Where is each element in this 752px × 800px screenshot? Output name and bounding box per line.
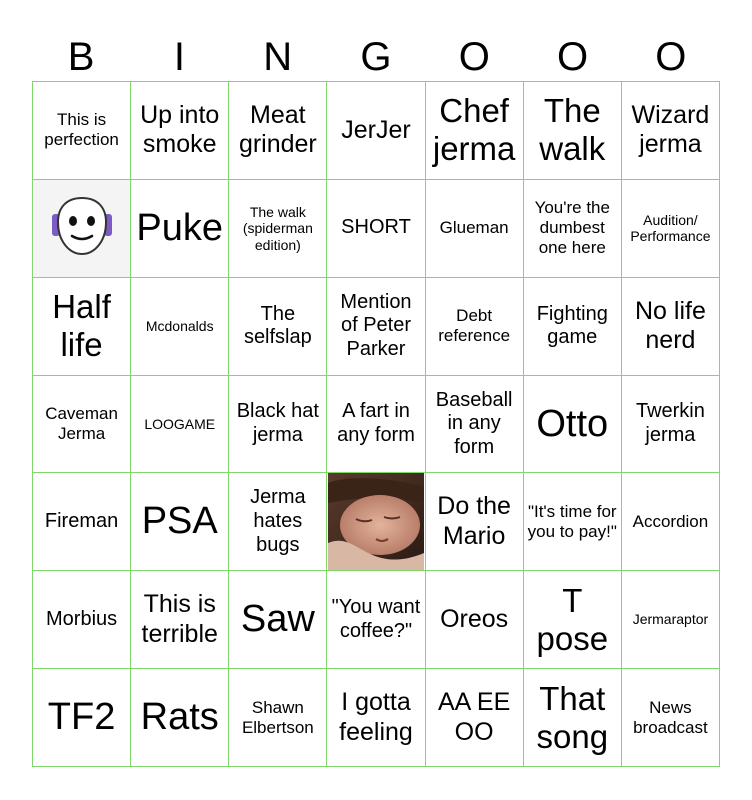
bingo-cell[interactable]: Mcdonalds xyxy=(131,278,229,376)
bingo-cell[interactable]: JerJer xyxy=(327,82,425,180)
bingo-cell[interactable]: The walk (spiderman edition) xyxy=(229,180,327,278)
bingo-cell[interactable]: Jerma hates bugs xyxy=(229,473,327,571)
bingo-cell[interactable]: SHORT xyxy=(327,180,425,278)
bingo-cell[interactable]: LOOGAME xyxy=(131,376,229,474)
bingo-cell[interactable]: Up into smoke xyxy=(131,82,229,180)
bingo-cell[interactable]: Do the Mario xyxy=(426,473,524,571)
bingo-cell[interactable]: Audition/ Performance xyxy=(622,180,720,278)
header-letter-o3: O xyxy=(655,35,687,79)
bingo-cell[interactable]: AA EE OO xyxy=(426,669,524,767)
bingo-cell[interactable]: "You want coffee?" xyxy=(327,571,425,669)
header-letter-g: G xyxy=(360,35,392,79)
bingo-cell[interactable]: Chef jerma xyxy=(426,82,524,180)
bingo-header xyxy=(32,34,720,80)
bingo-cell[interactable]: Twerkin jerma xyxy=(622,376,720,474)
bingo-cell[interactable]: Fighting game xyxy=(524,278,622,376)
bingo-cell[interactable]: Baseball in any form xyxy=(426,376,524,474)
header-letter-o1: O xyxy=(458,35,490,79)
bingo-cell[interactable]: Oreos xyxy=(426,571,524,669)
bingo-cell[interactable]: TF2 xyxy=(33,669,131,767)
bingo-cell-image[interactable] xyxy=(33,180,131,278)
header-letter-n: N xyxy=(263,35,293,79)
bingo-cell[interactable]: Fireman xyxy=(33,473,131,571)
bingo-cell[interactable]: Morbius xyxy=(33,571,131,669)
bingo-cell[interactable]: Accordion xyxy=(622,473,720,571)
bingo-cell-image[interactable] xyxy=(327,473,425,571)
bingo-cell[interactable]: This is terrible xyxy=(131,571,229,669)
bingo-cell[interactable]: The walk xyxy=(524,82,622,180)
bingo-cell[interactable]: Glueman xyxy=(426,180,524,278)
bingo-cell[interactable]: News broadcast xyxy=(622,669,720,767)
bingo-cell[interactable]: Mention of Peter Parker xyxy=(327,278,425,376)
sleeping-man-photo xyxy=(328,473,424,570)
bingo-cell[interactable]: Jermaraptor xyxy=(622,571,720,669)
bingo-cell[interactable]: "It's time for you to pay!" xyxy=(524,473,622,571)
bingo-cell[interactable]: Puke xyxy=(131,180,229,278)
bingo-cell[interactable]: You're the dumbest one here xyxy=(524,180,622,278)
header-letter-o2: O xyxy=(557,35,589,79)
bingo-cell[interactable]: Meat grinder xyxy=(229,82,327,180)
bingo-cell[interactable]: That song xyxy=(524,669,622,767)
header-letter-b: B xyxy=(67,35,95,79)
bingo-cell[interactable]: Black hat jerma xyxy=(229,376,327,474)
header-letter-i: I xyxy=(173,35,185,79)
bingo-cell[interactable]: Rats xyxy=(131,669,229,767)
bingo-cell[interactable]: PSA xyxy=(131,473,229,571)
bingo-cell[interactable]: T pose xyxy=(524,571,622,669)
bingo-cell[interactable]: A fart in any form xyxy=(327,376,425,474)
bingo-cell[interactable]: This is perfection xyxy=(33,82,131,180)
bingo-board xyxy=(32,81,720,767)
bingo-cell[interactable]: Half life xyxy=(33,278,131,376)
bingo-cell[interactable]: Otto xyxy=(524,376,622,474)
bingo-cell[interactable]: Shawn Elbertson xyxy=(229,669,327,767)
bingo-cell[interactable]: I gotta feeling xyxy=(327,669,425,767)
bingo-cell[interactable]: Saw xyxy=(229,571,327,669)
bingo-cell[interactable]: The selfslap xyxy=(229,278,327,376)
bingo-cell[interactable]: No life nerd xyxy=(622,278,720,376)
bingo-cell[interactable]: Caveman Jerma xyxy=(33,376,131,474)
bingo-cell[interactable]: Wizard jerma xyxy=(622,82,720,180)
robot-face-icon xyxy=(34,180,130,277)
bingo-cell[interactable]: Debt reference xyxy=(426,278,524,376)
